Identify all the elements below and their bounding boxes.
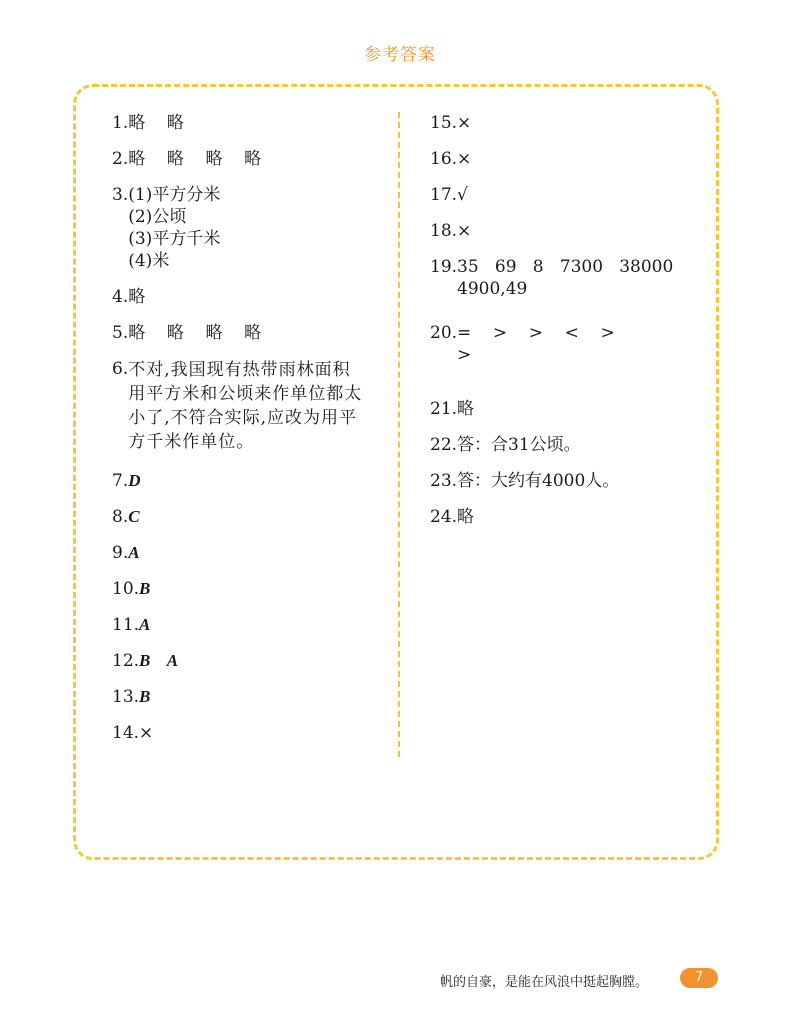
answer-item — [112, 112, 382, 134]
answer-line: (4)米 — [128, 251, 170, 271]
right-answer-column — [430, 112, 700, 542]
answer-text: √ — [457, 185, 468, 205]
item-number: 24. — [430, 507, 458, 527]
answer-item — [430, 434, 700, 456]
item-number: 10. — [112, 579, 140, 599]
page-title: 参考答案 — [364, 45, 436, 65]
item-number: 11. — [112, 615, 140, 635]
answer-item — [112, 286, 382, 308]
answer-line: 4900,49 — [457, 279, 528, 299]
item-number: 12. — [112, 651, 140, 671]
answer-item — [430, 256, 700, 300]
answer-item — [430, 398, 700, 420]
answer-text: 略 略 略 略 — [128, 323, 262, 343]
answer-item — [430, 506, 700, 528]
answer-item — [112, 322, 382, 344]
item-number: 8. — [112, 507, 129, 527]
page-number-badge: 7 — [680, 968, 718, 988]
answer-lines — [128, 184, 220, 272]
answer-item — [430, 184, 700, 206]
answer-item — [112, 358, 382, 454]
answer-paragraph: 不对,我国现有热带雨林面积用平方米和公顷来作单位都太小了,不符合实际,应改为用平方千米作单位。 — [128, 360, 363, 452]
item-number: 14. — [112, 723, 140, 743]
answer-text: × — [457, 221, 472, 241]
item-number: 6. — [112, 359, 129, 379]
answer-item — [112, 542, 382, 564]
column-divider — [398, 112, 400, 757]
item-number: 23. — [430, 471, 458, 491]
answer-text: C — [128, 507, 140, 526]
item-number: 20. — [430, 323, 458, 343]
answer-item — [112, 650, 382, 672]
footer-motto: 帆的自豪，是能在风浪中挺起胸膛。 — [440, 975, 649, 990]
answer-text: × — [457, 113, 472, 133]
answer-item — [430, 470, 700, 492]
answer-text: B A — [139, 651, 179, 670]
answer-item — [430, 322, 700, 366]
item-number: 4. — [112, 287, 129, 307]
answer-text: 略 略 略 略 — [128, 149, 262, 169]
answer-text: × — [457, 149, 472, 169]
answer-item — [112, 148, 382, 170]
answer-item — [430, 148, 700, 170]
answer-item — [430, 220, 700, 242]
item-number: 21. — [430, 399, 458, 419]
answer-lines — [457, 256, 673, 300]
answer-item — [112, 686, 382, 708]
answer-text: 略 略 — [128, 113, 184, 133]
answer-item — [112, 470, 382, 492]
item-number: 17. — [430, 185, 458, 205]
answer-text: D — [128, 471, 141, 490]
item-number: 3. — [112, 185, 129, 205]
item-number: 1. — [112, 113, 129, 133]
answer-text: A — [139, 615, 151, 634]
answer-item — [430, 112, 700, 134]
answer-line: (2)公顷 — [128, 207, 187, 227]
item-number: 9. — [112, 543, 129, 563]
answer-text: B — [139, 579, 151, 598]
item-number: 7. — [112, 471, 129, 491]
item-number: 19. — [430, 257, 458, 277]
answer-line: (1)平方分米 — [128, 185, 221, 205]
item-number: 13. — [112, 687, 140, 707]
answer-item — [112, 506, 382, 528]
item-number: 16. — [430, 149, 458, 169]
answer-item — [112, 722, 382, 744]
answer-text: B — [139, 687, 151, 706]
answer-text: × — [139, 723, 154, 743]
answer-text: 略 — [457, 507, 475, 527]
answer-item — [112, 614, 382, 636]
answer-line: (3)平方千米 — [128, 229, 221, 249]
item-number: 2. — [112, 149, 129, 169]
answer-line: = > > < > — [457, 323, 615, 343]
answer-item — [112, 184, 382, 272]
answer-text: 答：合31公顷。 — [457, 435, 581, 455]
left-answer-column — [112, 112, 382, 758]
answer-line: 35 69 8 7300 38000 — [457, 257, 674, 277]
item-number: 18. — [430, 221, 458, 241]
answer-text: 略 — [457, 399, 475, 419]
answer-text: 略 — [128, 287, 146, 307]
answer-text: A — [128, 543, 140, 562]
answer-lines — [457, 322, 615, 366]
answer-text: 答：大约有4000人。 — [457, 471, 620, 491]
answer-line: > — [457, 345, 472, 365]
answer-item — [112, 578, 382, 600]
item-number: 5. — [112, 323, 129, 343]
item-number: 15. — [430, 113, 458, 133]
item-number: 22. — [430, 435, 458, 455]
